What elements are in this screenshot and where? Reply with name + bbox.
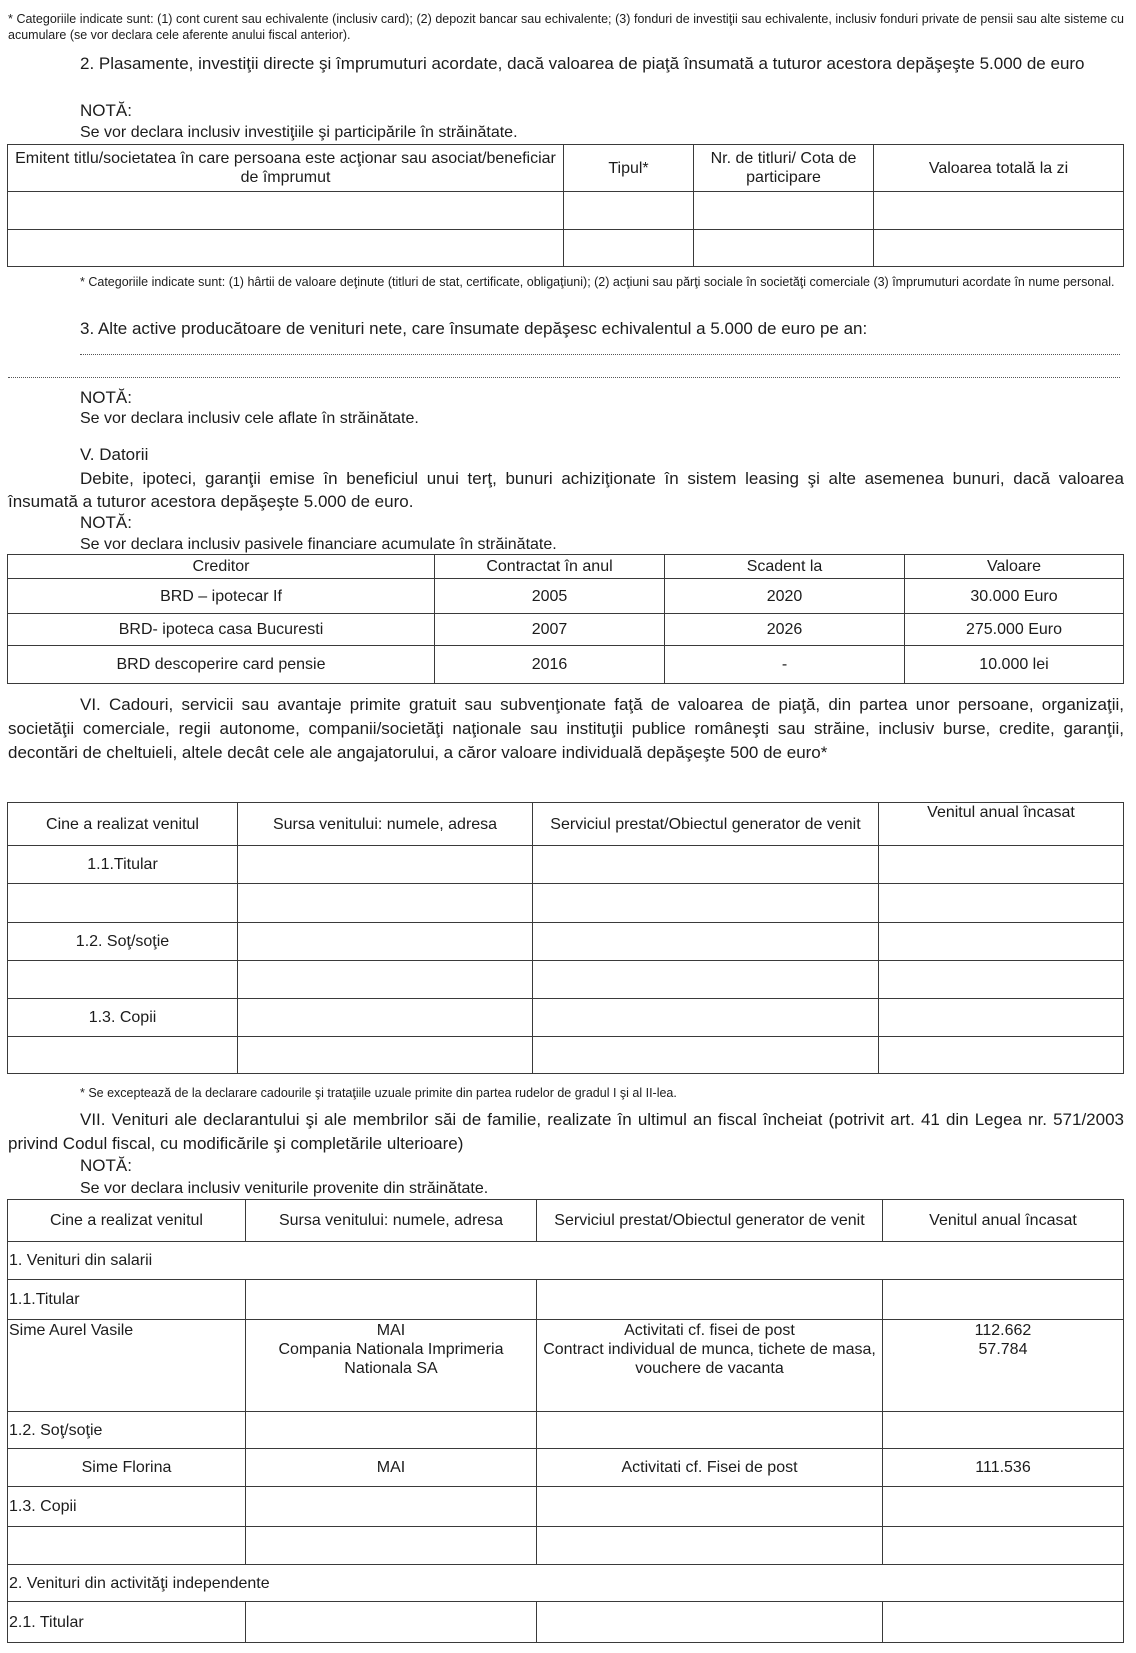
header-valoarea: Valoarea totală la zi [874, 145, 1124, 192]
header-cine: Cine a realizat venitul [8, 803, 238, 846]
creditor-cell: BRD- ipoteca casa Bucuresti [8, 614, 435, 646]
section6-text: VI. Cadouri, servicii sau avantaje primite gratuit sau subvenţionate faţă de valoarea de piaţă, din partea unor persoane, organizaţii, societăţii comerciale, regii autonome, companii/societăţi naţionale sau instituţii publice româneşti sau străine, inclusiv burse, credite, garanţii, decontări de cheltuieli, altele decât cele ale angajatorului, a căror valoare individuală depăşeşte 500 de euro* [8, 695, 1124, 762]
table-row [8, 1602, 1124, 1643]
debts-table [7, 554, 1124, 684]
section2-heading: 2. Plasamente, investiţii directe şi împrumuturi acordate, dacă valoarea de piaţă însumată a tuturor acestora depăşeşte 5.000 de euro [80, 54, 1085, 73]
section-label-salarii: 1. Venituri din salarii [8, 1242, 1124, 1280]
header-nr-titluri: Nr. de titluri/ Cota de participare [694, 145, 874, 192]
table-row [8, 1449, 1124, 1487]
header-venitul: Venitul anual încasat [883, 1200, 1124, 1242]
table-row [8, 1527, 1124, 1565]
year-cell: 2005 [435, 579, 665, 614]
table-row [8, 923, 1124, 961]
section7-text: VII. Venituri ale declarantului şi ale membrilor săi de familie, realizate în ultimul an fiscal încheiat (potrivit art. 41 din Legea nr. 571/2003 privind Codul fiscal, cu modificările şi completările ulterioare) [8, 1110, 1124, 1153]
table-row [8, 1487, 1124, 1527]
section3-heading: 3. Alte active producătoare de venituri nete, care însumate depăşesc echivalentul a 5.000 de euro pe an: [80, 319, 868, 338]
header-emitent: Emitent titlu/societatea în care persoana este acţionar sau asociat/beneficiar de împrumut [8, 145, 564, 192]
section5-nota-text: Se vor declara inclusiv pasivele financiare acumulate în străinătate. [80, 536, 557, 553]
income-service: Activitati cf. fisei de post [624, 1322, 795, 1339]
table-header-row [8, 803, 1124, 846]
header-sursa: Sursa venitului: numele, adresa [246, 1200, 537, 1242]
table-row [8, 999, 1124, 1037]
section7-nota-text: Se vor declara inclusiv veniturile provenite din străinătate. [80, 1180, 489, 1197]
row-label-sot: 1.2. Soţ/soţie [8, 923, 238, 961]
table-row [8, 1037, 1124, 1074]
income-amount: 57.784 [978, 1341, 1028, 1358]
section1-footnote: * Categoriile indicate sunt: (1) cont curent sau echivalente (inclusiv card); (2) depozit bancar sau echivalente; (3) fonduri de investiţii sau echivalente, inclusiv fonduri private de pensii sau alte sisteme cu acumulare (se vor declara cele aferente anului fiscal anterior). [8, 12, 1124, 42]
section5-text: Debite, ipoteci, garanţii emise în beneficiul unui terţ, bunuri achiziţionate în sistem leasing şi alte asemenea bunuri, dacă valoarea însumată a tuturor acestora depăşeşte 5.000 de euro. [8, 469, 1124, 511]
table-row [8, 1412, 1124, 1449]
income-table [7, 1199, 1124, 1643]
income-amount: 112.662 [974, 1322, 1032, 1339]
section2-nota-label: NOTĂ: [80, 101, 132, 120]
header-scadent: Scadent la [665, 555, 905, 579]
header-serviciul: Serviciul prestat/Obiectul generator de venit [537, 1200, 883, 1242]
table-row [8, 230, 1124, 267]
income-amount-cell [883, 1320, 1124, 1412]
section-label-independente: 2. Venituri din activităţi independente [8, 1565, 1124, 1602]
header-contractat: Contractat în anul [435, 555, 665, 579]
row-label-titular: 1.1.Titular [8, 846, 238, 884]
section3-nota-text: Se vor declara inclusiv cele aflate în străinătate. [80, 410, 419, 427]
creditor-cell: BRD descoperire card pensie [8, 646, 435, 684]
value-cell: 30.000 Euro [905, 579, 1124, 614]
income-service: Activitati cf. Fisei de post [537, 1449, 883, 1487]
due-cell: - [665, 646, 905, 684]
due-cell: 2020 [665, 579, 905, 614]
table-row [8, 1242, 1124, 1280]
table-row [8, 579, 1124, 614]
section2-footnote: * Categoriile indicate sunt: (1) hârtii de valoare deţinute (titluri de stat, certificate, obligaţiuni); (2) acţiuni sau părţi sociale în societăţi comerciale (3) împrumuturi acordate în nume personal. [80, 275, 1115, 289]
income-person: Sime Aurel Vasile [8, 1320, 246, 1412]
row-label-sot: 1.2. Soţ/soţie [8, 1412, 246, 1449]
income-amount: 111.536 [883, 1449, 1124, 1487]
table-header-row [8, 1200, 1124, 1242]
income-source: MAI [246, 1449, 537, 1487]
value-cell: 10.000 lei [905, 646, 1124, 684]
table-row [8, 884, 1124, 923]
row-label-copii: 1.3. Copii [8, 999, 238, 1037]
header-serviciul: Serviciul prestat/Obiectul generator de venit [533, 803, 879, 846]
creditor-cell: BRD – ipotecar If [8, 579, 435, 614]
income-service: Contract individual de munca, tichete de masa, vouchere de vacanta [543, 1341, 876, 1377]
year-cell: 2007 [435, 614, 665, 646]
header-venitul: Venitul anual încasat [879, 803, 1124, 846]
table-row [8, 192, 1124, 230]
section2-nota-text: Se vor declara inclusiv investiţiile şi participările în străinătate. [80, 124, 518, 141]
income-source-cell [246, 1320, 537, 1412]
dotted-line [80, 354, 1120, 355]
value-cell: 275.000 Euro [905, 614, 1124, 646]
header-valoare: Valoare [905, 555, 1124, 579]
header-sursa: Sursa venitului: numele, adresa [238, 803, 533, 846]
table-header-row [8, 145, 1124, 192]
section7-nota-label: NOTĂ: [80, 1156, 132, 1175]
dotted-line [8, 377, 1120, 378]
table-row [8, 961, 1124, 999]
section5-title: V. Datorii [80, 445, 149, 464]
income-source: MAI [376, 1322, 406, 1339]
table-row [8, 846, 1124, 884]
row-label-titular: 1.1.Titular [8, 1280, 246, 1320]
table-header-row [8, 555, 1124, 579]
row-label-copii: 1.3. Copii [8, 1487, 246, 1527]
section5-nota-label: NOTĂ: [80, 513, 132, 532]
income-source: Compania Nationala Imprimeria Nationala SA [278, 1341, 504, 1377]
section3-nota-label: NOTĂ: [80, 388, 132, 407]
table-row [8, 1320, 1124, 1412]
table-row [8, 1565, 1124, 1602]
row-label-titular: 2.1. Titular [8, 1602, 246, 1643]
table-row [8, 614, 1124, 646]
income-person: Sime Florina [8, 1449, 246, 1487]
year-cell: 2016 [435, 646, 665, 684]
header-tipul: Tipul* [564, 145, 694, 192]
header-creditor: Creditor [8, 555, 435, 579]
gifts-table [7, 802, 1124, 1074]
table-row [8, 646, 1124, 684]
section6-footnote: * Se exceptează de la declarare cadourile şi trataţiile uzuale primite din partea rudelor de gradul I şi al II-lea. [80, 1086, 677, 1100]
income-service-cell [537, 1320, 883, 1412]
due-cell: 2026 [665, 614, 905, 646]
table-row [8, 1280, 1124, 1320]
investments-table [7, 144, 1124, 267]
header-cine: Cine a realizat venitul [8, 1200, 246, 1242]
